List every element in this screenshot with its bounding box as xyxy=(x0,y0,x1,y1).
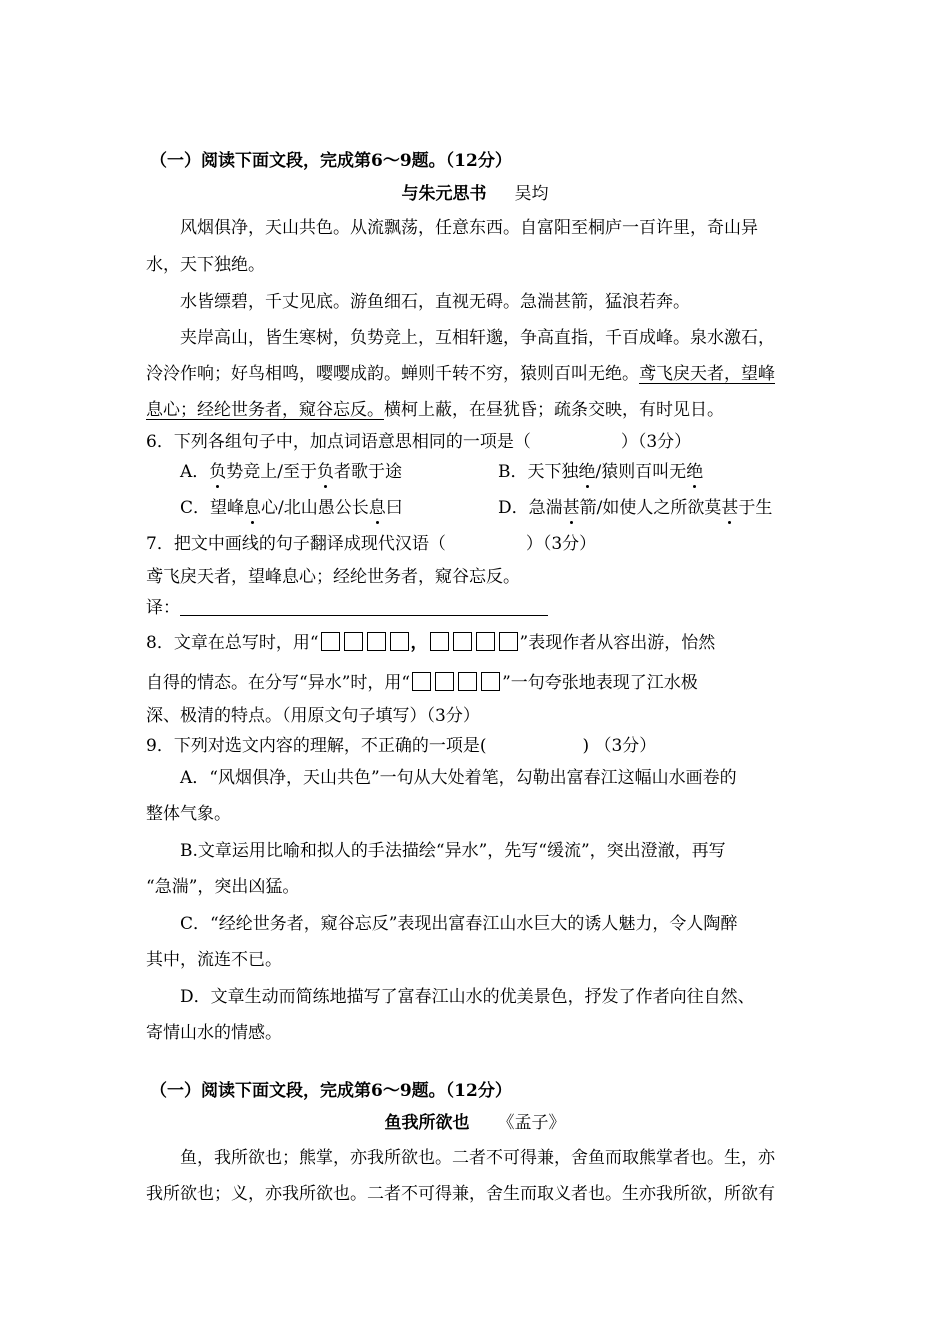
question-6-stem xyxy=(146,431,691,453)
question-8-line-2 xyxy=(146,672,698,694)
option-9c: C．“经纶世务者，窥谷忘反”表现出富春江山水巨大的诱人魅力，令人陶醉 xyxy=(180,914,738,934)
answer-box[interactable] xyxy=(430,632,449,651)
passage-line: 我所欲也；义，亦我所欲也。二者不可得兼，舍生而取义者也。生亦我所欲，所欲有 xyxy=(146,1184,775,1204)
question-text: 9．下列对选文内容的理解，不正确的一项是( xyxy=(146,736,487,756)
answer-box[interactable] xyxy=(412,672,431,691)
option-6a xyxy=(180,461,402,483)
option-9b-cont: “急湍”，突出凶猛。 xyxy=(146,877,300,897)
passage-text: 横柯上蔽，在昼犹昏；疏条交映，有时见日。 xyxy=(384,400,724,420)
dotted-char: 甚 xyxy=(562,498,580,518)
section-heading-1: （一）阅读下面文段，完成第6～9题。（12分） xyxy=(150,151,512,171)
question-text: 7．把文中画线的句子翻译成现代汉语（ xyxy=(146,534,446,554)
underlined-sentence: 息心；经纶世务者，窥谷忘反。 xyxy=(146,400,384,420)
passage-author: 《孟子》 xyxy=(497,1113,566,1133)
passage-author: 吴均 xyxy=(514,184,549,204)
answer-box[interactable] xyxy=(390,632,409,651)
option-6c xyxy=(180,497,403,519)
dotted-char: 负 xyxy=(317,462,335,482)
option-text: 曰 xyxy=(385,498,403,518)
translate-label: 译： xyxy=(146,598,180,618)
underlined-sentence: 鸢飞戾天者，望峰 xyxy=(639,364,775,384)
dotted-char: 负 xyxy=(209,462,227,482)
option-label: A． xyxy=(180,462,210,482)
passage-title-1 xyxy=(0,183,950,205)
option-text: 者歌于途 xyxy=(334,462,403,482)
passage-line xyxy=(146,399,724,421)
question-text: ”表现作者从容出游，怡然 xyxy=(519,633,716,653)
translate-answer-line[interactable] xyxy=(180,615,548,616)
question-text: ”一句夸张地表现了江水极 xyxy=(502,673,698,693)
question-text: ) （3分） xyxy=(582,736,657,756)
answer-box[interactable] xyxy=(458,672,477,691)
option-6d xyxy=(498,497,772,519)
dotted-char: 息 xyxy=(244,498,262,518)
question-7-sentence: 鸢飞戾天者，望峰息心；经纶世务者，窥谷忘反。 xyxy=(146,567,520,587)
question-9-stem xyxy=(146,735,656,757)
question-7-translate xyxy=(146,597,548,619)
option-9d-cont: 寄情山水的情感。 xyxy=(146,1023,282,1043)
passage-text: 泠泠作响；好鸟相鸣，嘤嘤成韵。蝉则千转不穷，猿则百叫无绝。 xyxy=(146,364,639,384)
question-text: ）（3分） xyxy=(525,534,597,554)
passage-title-name: 与朱元思书 xyxy=(401,184,487,204)
option-text: 势竞上/至于 xyxy=(226,462,318,482)
option-6b xyxy=(498,461,703,483)
answer-box[interactable] xyxy=(481,672,500,691)
dotted-char: 绝 xyxy=(686,462,704,482)
question-7-stem xyxy=(146,533,596,555)
passage-title-name: 鱼我所欲也 xyxy=(384,1113,470,1133)
answer-box[interactable] xyxy=(367,632,386,651)
question-text: 自得的情态。在分写“异水”时，用“ xyxy=(146,673,411,693)
dotted-char: 息 xyxy=(368,498,386,518)
option-text: 心/北山愚公长 xyxy=(261,498,369,518)
section-heading-2: （一）阅读下面文段，完成第6～9题。（12分） xyxy=(150,1081,512,1101)
option-9a: A．“风烟俱净，天山共色”一句从大处着笔，勾勒出富春江这幅山水画卷的 xyxy=(180,768,737,788)
option-text: 于生 xyxy=(738,498,773,518)
answer-box[interactable] xyxy=(499,632,518,651)
question-text: 6．下列各组句子中，加点词语意思相同的一项是（ xyxy=(146,432,531,452)
passage-line: 水，天下独绝。 xyxy=(146,255,265,275)
option-text: C．望峰 xyxy=(180,498,245,518)
passage-line: 风烟俱净，天山共色。从流飘荡，任意东西。自富阳至桐庐一百许里，奇山异 xyxy=(180,218,758,238)
question-text: 8．文章在总写时，用“ xyxy=(146,633,319,653)
passage-line xyxy=(146,363,775,385)
passage-line: 鱼，我所欲也；熊掌，亦我所欲也。二者不可得兼，舍鱼而取熊掌者也。生，亦 xyxy=(180,1148,775,1168)
option-text: 箭/如使人之所欲莫 xyxy=(579,498,722,518)
option-9c-cont: 其中，流连不已。 xyxy=(146,950,282,970)
dotted-char: 甚 xyxy=(721,498,739,518)
option-text: B．天下独 xyxy=(498,462,579,482)
answer-box[interactable] xyxy=(321,632,340,651)
option-9b: B.文章运用比喻和拟人的手法描绘“异水”，先写“缓流”，突出澄澈，再写 xyxy=(180,841,726,861)
option-text: /猿则百叫无 xyxy=(595,462,687,482)
passage-line: 水皆缥碧，千丈见底。游鱼细石，直视无碍。急湍甚箭，猛浪若奔。 xyxy=(180,292,690,312)
option-9d: D．文章生动而简练地描写了富春江山水的优美景色，抒发了作者向往自然、 xyxy=(180,987,755,1007)
answer-box[interactable] xyxy=(476,632,495,651)
option-text: D．急湍 xyxy=(498,498,563,518)
answer-box[interactable] xyxy=(453,632,472,651)
question-text: ， xyxy=(410,633,428,653)
passage-line: 夹岸高山，皆生寒树，负势竞上，互相轩邈，争高直指，千百成峰。泉水激石， xyxy=(180,328,775,348)
passage-title-2 xyxy=(0,1112,950,1134)
question-8-line-1 xyxy=(146,632,715,654)
question-8-line-3: 深、极清的特点。（用原文句子填写）（3分） xyxy=(146,706,480,726)
question-text: ）（3分） xyxy=(620,432,692,452)
answer-box[interactable] xyxy=(344,632,363,651)
option-9a-cont: 整体气象。 xyxy=(146,804,231,824)
dotted-char: 绝 xyxy=(578,462,596,482)
answer-box[interactable] xyxy=(435,672,454,691)
